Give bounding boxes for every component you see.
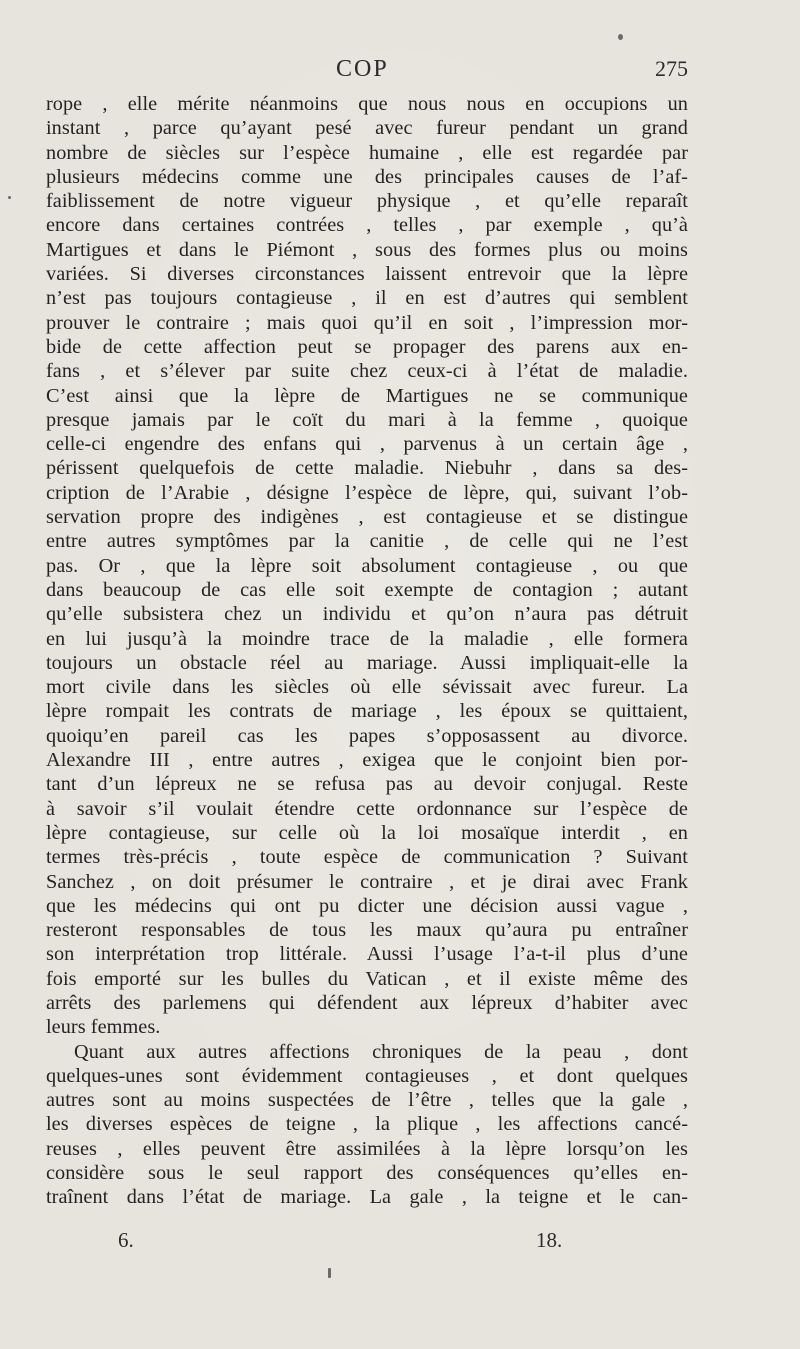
text-line: fois emporté sur les bulles du Vatican , et il existe même des [46, 967, 688, 990]
sheet-signature: 18. [536, 1228, 563, 1252]
text-line: instant , parce qu’ayant pesé avec fureur pendant un grand [46, 117, 688, 140]
text-line: quoiqu’en pareil cas les papes s’opposassent au divorce. [46, 724, 688, 747]
volume-number: 6. [118, 1228, 134, 1252]
page-title: COP [336, 56, 389, 82]
text-line: rope , elle mérite néanmoins que nous nous en occupions un [46, 93, 688, 115]
text-line: faiblissement de notre vigueur physique , et qu’elle reparaît [46, 190, 688, 213]
text-line: lèpre contagieuse, sur celle où la loi mosaïque interdit , en [46, 821, 688, 844]
text-line: encore dans certaines contrées , telles , par exemple , qu’à [46, 214, 688, 237]
text-line: qu’elle subsistera chez un individu et qu’on n’aura pas détruit [46, 603, 688, 626]
text-line: traînent dans l’état de mariage. La gale , la teigne et le can- [46, 1186, 688, 1209]
text-line: son interprétation trop littérale. Aussi l’usage l’a-t-il plus d’une [46, 943, 688, 966]
ink-speck [618, 34, 623, 40]
text-line: cription de l’Arabie , désigne l’espèce de lèpre, qui, suivant l’ob- [46, 481, 688, 504]
running-head [46, 56, 688, 86]
text-line: dans beaucoup de cas elle soit exempte de contagion ; autant [46, 578, 688, 601]
text-line: pas. Or , que la lèpre soit absolument contagieuse , ou que [46, 554, 688, 577]
text-line: en lui jusqu’à la moindre trace de la maladie , elle formera [46, 627, 688, 650]
main-text [46, 92, 688, 1210]
text-line: les diverses espèces de teigne , la plique , les affections cancé- [46, 1113, 688, 1136]
text-line: mort civile dans les siècles où elle sévissait avec fureur. La [46, 676, 688, 699]
text-line: bide de cette affection peut se propager des parens aux en- [46, 335, 688, 358]
text-line: à savoir s’il voulait étendre cette ordonnance sur l’espèce de [46, 797, 688, 820]
text-line: variées. Si diverses circonstances laissent entrevoir que la lèpre [46, 263, 688, 286]
text-line: leurs femmes. [46, 1016, 161, 1039]
text-line: que les médecins qui ont pu dicter une décision aussi vague , [46, 894, 688, 917]
text-line: termes très-précis , toute espèce de communication ? Suivant [46, 846, 688, 869]
ink-speck [328, 1268, 331, 1278]
text-line: plusieurs médecins comme une des principales causes de l’af- [46, 165, 688, 188]
ink-speck [8, 196, 11, 199]
text-line: celle-ci engendre des enfans qui , parvenus à un certain âge , [46, 433, 688, 456]
text-line: n’est pas toujours contagieuse , il en est d’autres qui semblent [46, 287, 688, 310]
text-line: reuses , elles peuvent être assimilées à la lèpre lorsqu’on les [46, 1137, 688, 1160]
text-line: nombre de siècles sur l’espèce humaine , elle est regardée par [46, 141, 688, 164]
text-line: Sanchez , on doit présumer le contraire , et je dirai avec Frank [46, 870, 688, 893]
text-line: Alexandre III , entre autres , exigea que le conjoint bien por- [46, 749, 688, 772]
text-line: fans , et s’élever par suite chez ceux-ci à l’état de maladie. [46, 360, 688, 383]
text-line: périssent quelquefois de cette maladie. Niebuhr , dans sa des- [46, 457, 688, 480]
text-line: resteront responsables de tous les maux qu’aura pu entraîner [46, 919, 688, 942]
text-line: toujours un obstacle réel au mariage. Aussi impliquait-elle la [46, 651, 688, 674]
text-line: entre autres symptômes par la canitie , de celle qui ne l’est [46, 530, 688, 553]
text-line: prouver le contraire ; mais quoi qu’il en soit , l’impression mor- [46, 311, 688, 334]
text-line: C’est ainsi que la lèpre de Martigues ne se communique [46, 384, 688, 407]
text-line: Quant aux autres affections chroniques de la peau , dont [74, 1040, 688, 1063]
text-line: lèpre rompait les contrats de mariage , les époux se quittaient, [46, 700, 688, 723]
text-line: tant d’un lépreux ne se refusa pas au devoir conjugal. Reste [46, 773, 688, 796]
text-line: autres sont au moins suspectées de l’être , telles que la gale , [46, 1089, 688, 1112]
text-line: arrêts des parlemens qui défendent aux lépreux d’habiter avec [46, 991, 688, 1014]
text-line: Martigues et dans le Piémont , sous des formes plus ou moins [46, 238, 688, 261]
text-line: considère sous le seul rapport des conséquences qu’elles en- [46, 1162, 688, 1185]
text-line: servation propre des indigènes , est contagieuse et se distingue [46, 506, 688, 529]
text-line: quelques-unes sont évidemment contagieuses , et dont quelques [46, 1064, 688, 1087]
page-number: 275 [655, 56, 688, 81]
text-line: presque jamais par le coït du mari à la femme , quoique [46, 408, 688, 431]
footer-signature [46, 1228, 688, 1256]
